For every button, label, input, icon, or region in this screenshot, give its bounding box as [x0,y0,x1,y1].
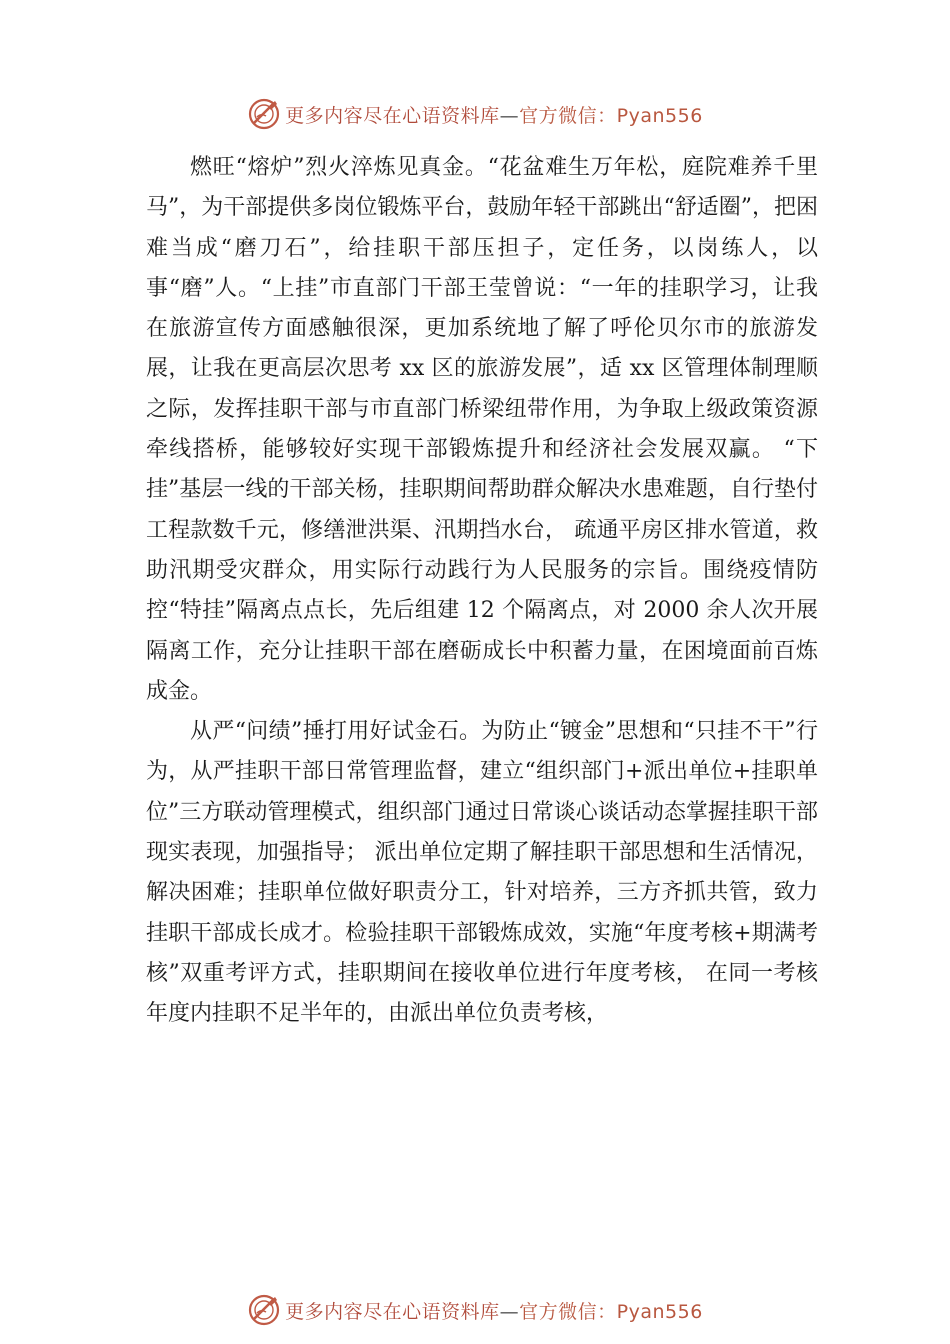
logo-icon [247,1293,281,1327]
footer-banner-wechat: 官方微信：Pyan556 [519,1300,703,1323]
footer-banner [0,1290,950,1330]
paragraph-2: 从严“问绩”捶打用好试金石。为防止“镀金”思想和“只挂不干”行为，从严挂职干部日常管理监督，建立“组织部门+派出单位+挂职单位”三方联动管理模式，组织部门通过日常谈心谈话动态掌握挂职干部现实表现，加强指导； 派出单位定期了解挂职干部思想和生活情况，解决困难；挂职单位做好职责分工，针对培养，三方齐抓共管，致力挂职干部成长成才。检验挂职干部锻炼成效，实施“年度考核+期满考核”双重考评方式，挂职期间在接收单位进行年度考核， 在同一考核年度内挂职不足半年的，由派出单位负责考核， [146,719,818,1027]
document-body [146,148,818,1035]
footer-banner-text [285,1297,703,1324]
paragraph-1: 燃旺“熔炉”烈火淬炼见真金。“花盆难生万年松，庭院难养千里马”，为干部提供多岗位锻炼平台，鼓励年轻干部跳出“舒适圈”，把困难当成“磨刀石”，给挂职干部压担子，定任务，以岗练人，以事“磨”人。“上挂”市直部门干部王莹曾说：“一年的挂职学习，让我在旅游宣传方面感触很深，更加系统地了解了呼伦贝尔市的旅游发展，让我在更高层次思考 xx 区的旅游发展”，适 xx 区管理体制理顺之际，发挥挂职干部与市直部门桥梁纽带作用，为争取上级政策资源牵线搭桥，能够较好实现干部锻炼提升和经济社会发展双赢。 “下挂”基层一线的干部关杨，挂职期间帮助群众解决水患难题，自行垫付工程款数千元，修缮泄洪渠、汛期挡水台， 疏通平房区排水管道，救助汛期受灾群众，用实际行动践行为人民服务的宗旨。围绕疫情防控“特挂”隔离点点长，先后组建 12 个隔离点，对 2000 余人次开展隔离工作，充分让挂职干部在磨砺成长中积蓄力量，在困境面前百炼成金。 [146,155,818,704]
footer-banner-dash: — [499,1300,520,1323]
header-banner-wechat: 官方微信：Pyan556 [519,104,703,127]
footer-banner-title: 更多内容尽在心语资料库 [285,1300,500,1323]
header-banner-dash: — [499,104,520,127]
logo-icon [247,97,281,131]
header-banner [0,94,950,134]
header-banner-text [285,101,703,128]
header-banner-title: 更多内容尽在心语资料库 [285,104,500,127]
